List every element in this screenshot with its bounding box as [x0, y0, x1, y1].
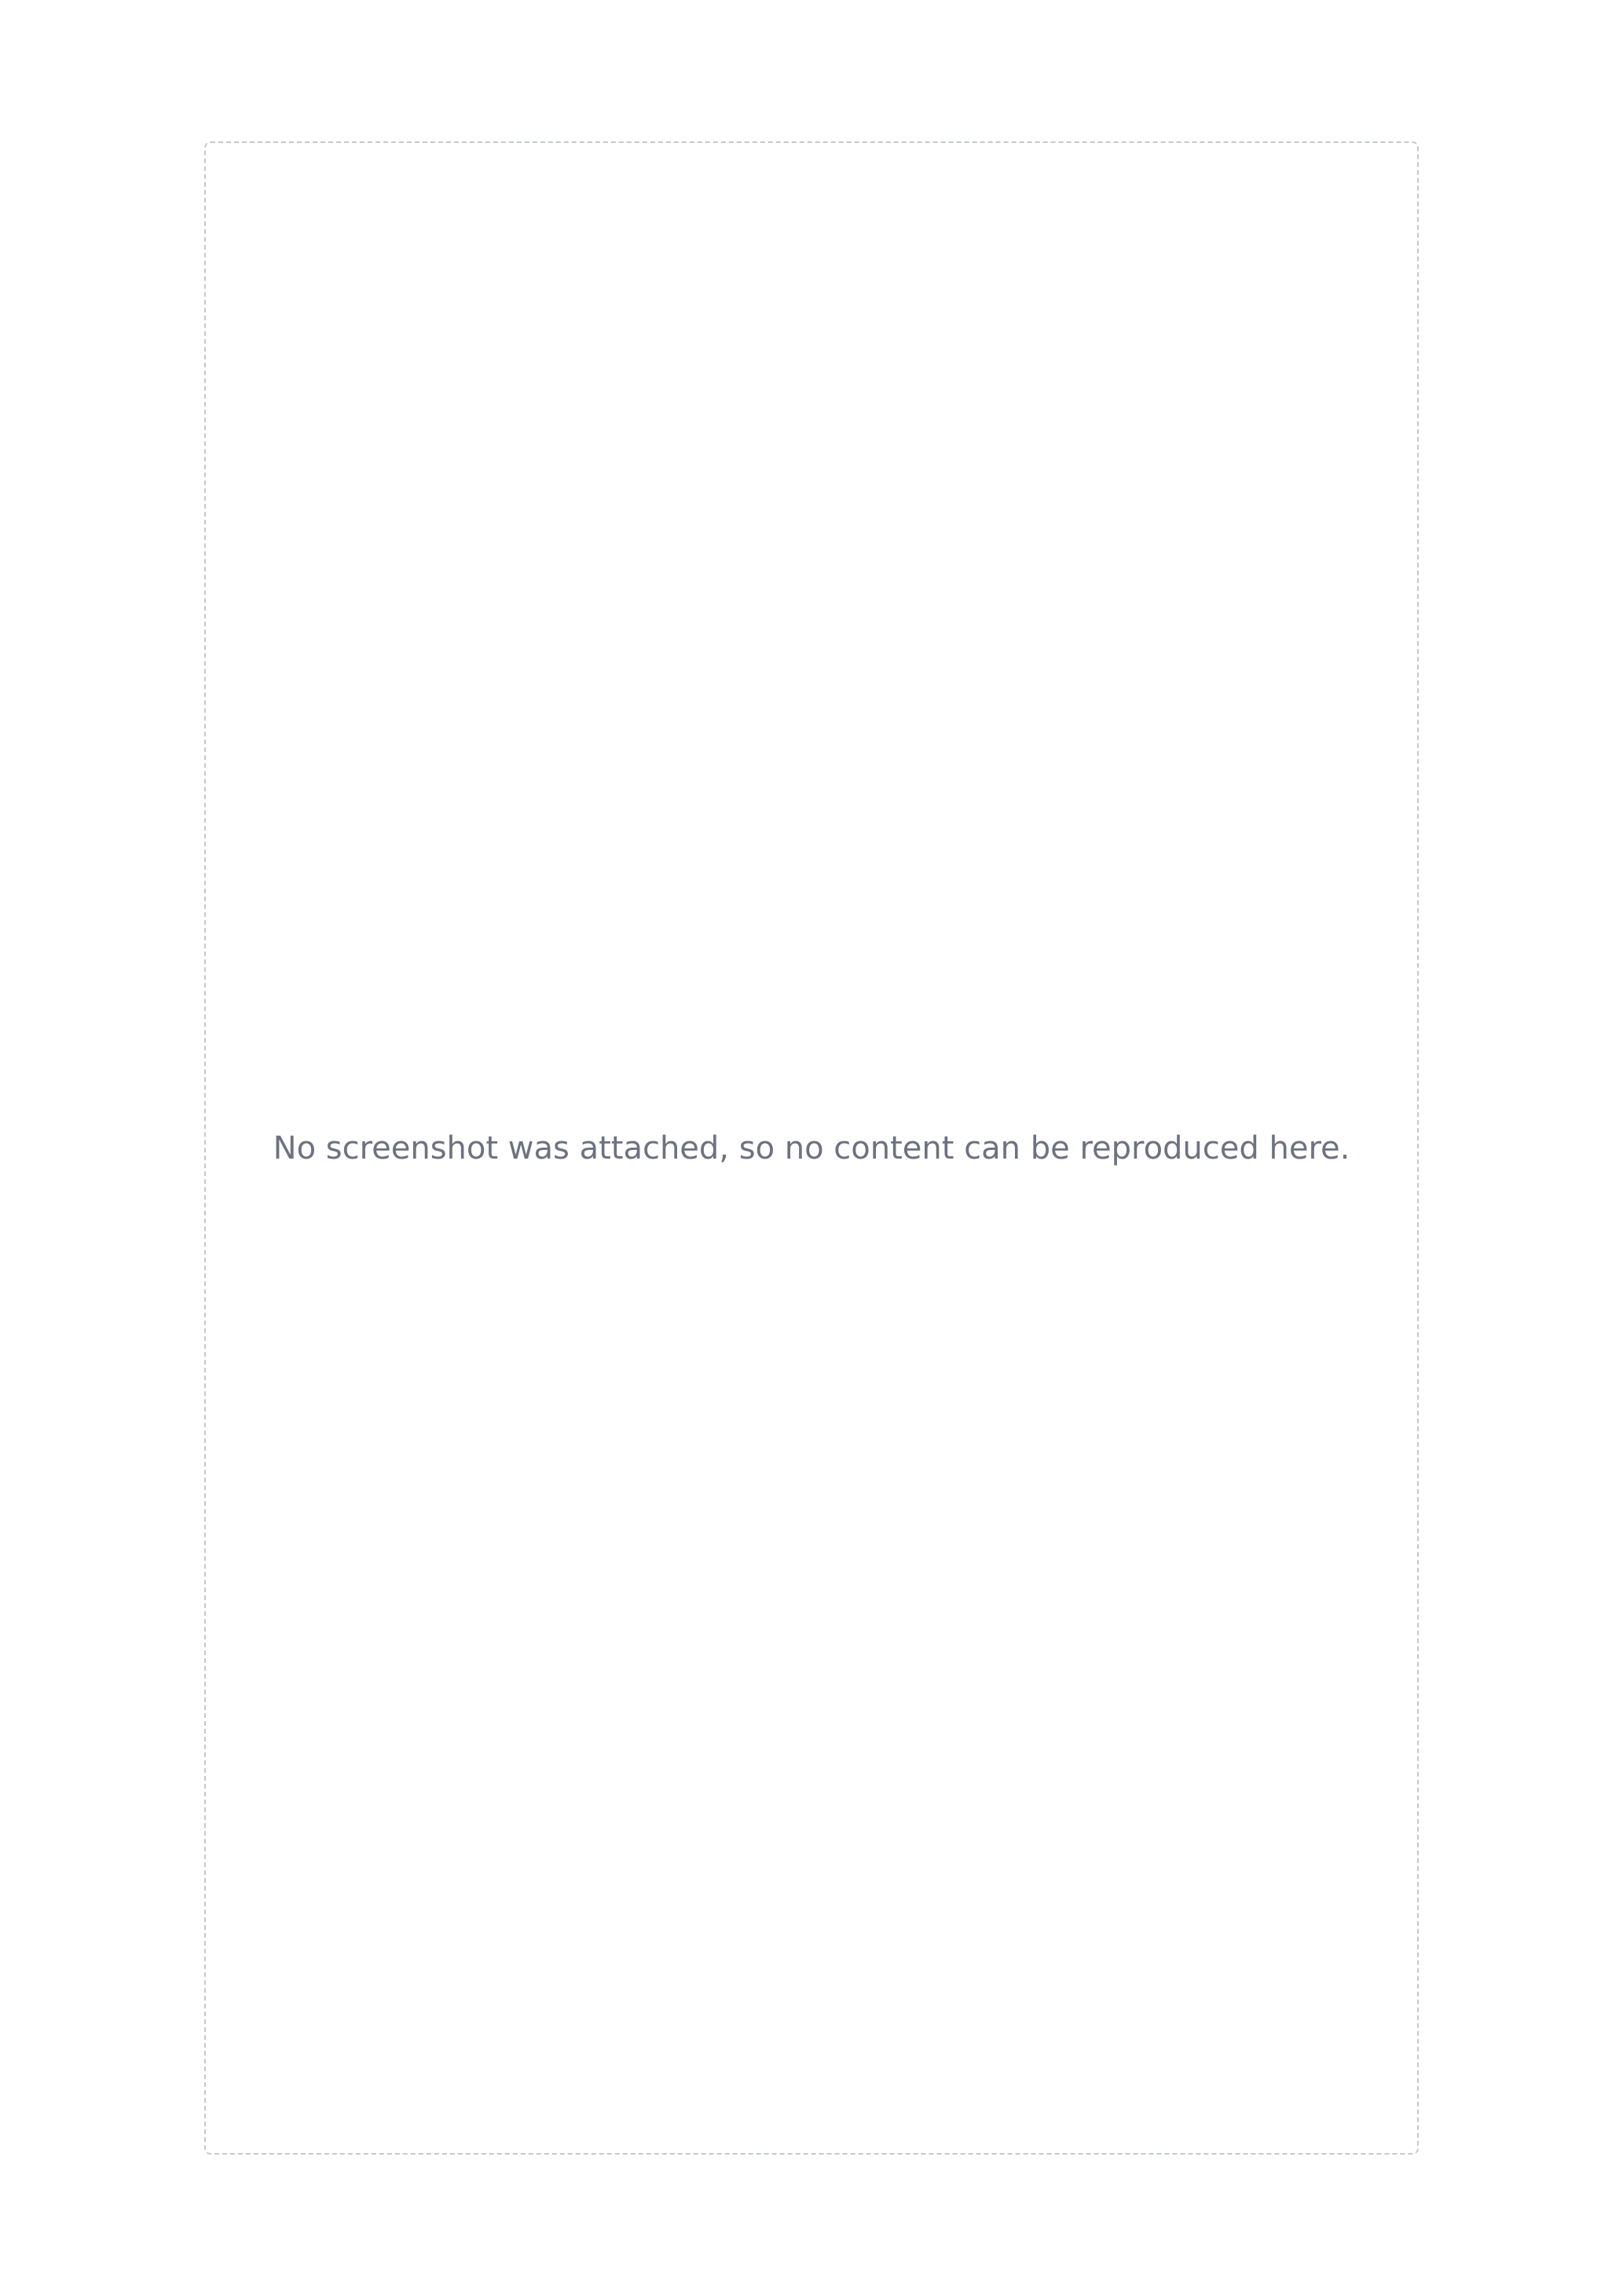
placeholder-frame [204, 141, 1419, 2155]
missing-image-notice: No screenshot was attached, so no content can be reproduced here. [273, 1130, 1350, 1166]
